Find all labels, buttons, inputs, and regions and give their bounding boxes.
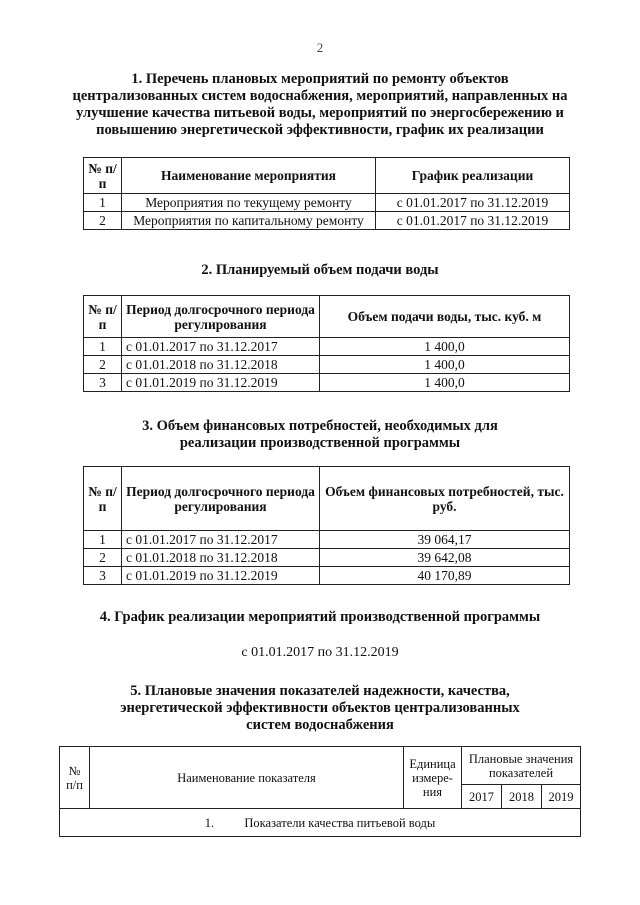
cell-period: с 01.01.2017 по 31.12.2017: [122, 531, 320, 549]
header-num: № п/п: [84, 467, 122, 531]
header-financial-needs: Объем финансовых потребностей, тыс. руб.: [320, 467, 570, 531]
header-water-volume: Объем подачи воды, тыс. куб. м: [320, 296, 570, 338]
section5-title-line: энергетической эффективности объектов централизованных: [120, 700, 520, 716]
cell-period: с 01.01.2019 по 31.12.2019: [122, 567, 320, 585]
cell-num: 2: [84, 356, 122, 374]
section5-title-line: систем водоснабжения: [246, 717, 394, 733]
group-label: Показатели качества питьевой воды: [244, 815, 436, 830]
section3-title: [60, 418, 580, 452]
table-row: [84, 567, 570, 585]
table-row: [60, 809, 581, 837]
header-measure-name: Наименование мероприятия: [122, 158, 376, 194]
cell-measure-name: Мероприятия по текущему ремонту: [122, 194, 376, 212]
header-year: 2017: [462, 785, 502, 809]
cell-value: 1 400,0: [320, 374, 570, 392]
cell-value: 1 400,0: [320, 338, 570, 356]
section5-table: [59, 746, 581, 837]
header-num: № п/п: [84, 296, 122, 338]
cell-schedule: с 01.01.2017 по 31.12.2019: [376, 212, 570, 230]
section3-title-line: 3. Объем финансовых потребностей, необходимых для: [142, 418, 498, 434]
header-year: 2018: [502, 785, 542, 809]
cell-period: с 01.01.2019 по 31.12.2019: [122, 374, 320, 392]
section1-title-line: 1. Перечень плановых мероприятий по ремонту объектов: [131, 71, 509, 87]
table-row: [84, 531, 570, 549]
cell-num: 3: [84, 374, 122, 392]
table-row: [84, 374, 570, 392]
cell-value: 40 170,89: [320, 567, 570, 585]
section4-period: с 01.01.2017 по 31.12.2019: [241, 645, 399, 660]
header-period: Период долгосрочного периода регулирования: [122, 467, 320, 531]
page-number: 2: [316, 40, 324, 55]
section5-title: [60, 683, 580, 734]
table-row: [84, 338, 570, 356]
cell-period: с 01.01.2018 по 31.12.2018: [122, 356, 320, 374]
header-period: Период долгосрочного периода регулирования: [122, 296, 320, 338]
cell-value: 39 642,08: [320, 549, 570, 567]
section1-title-line: повышению энергетической эффективности, график их реализации: [96, 122, 544, 138]
cell-measure-name: Мероприятия по капитальному ремонту: [122, 212, 376, 230]
cell-period: с 01.01.2018 по 31.12.2018: [122, 549, 320, 567]
header-num: № п/п: [84, 158, 122, 194]
cell-num: 3: [84, 567, 122, 585]
cell-value: 1 400,0: [320, 356, 570, 374]
section5-title-line: 5. Плановые значения показателей надежности, качества,: [130, 683, 510, 699]
section1-table: [83, 157, 570, 230]
table-row: [84, 194, 570, 212]
header-year: 2019: [542, 785, 581, 809]
header-unit: Единица измере-ния: [404, 747, 462, 809]
table-row: [84, 356, 570, 374]
group-row: [60, 809, 581, 837]
header-planned-values: Плановые значения показателей: [462, 747, 581, 785]
cell-num: 2: [84, 212, 122, 230]
section4-title: 4. График реализации мероприятий производственной программы: [99, 609, 541, 625]
section1-title-line: централизованных систем водоснабжения, мероприятий, направленных на: [72, 88, 568, 104]
cell-num: 1: [84, 194, 122, 212]
section1-title: [60, 71, 580, 139]
cell-num: 2: [84, 549, 122, 567]
table-row: [84, 549, 570, 567]
cell-num: 1: [84, 338, 122, 356]
table-row: [84, 212, 570, 230]
group-num: 1.: [204, 815, 215, 830]
section2-table: [83, 295, 570, 392]
section3-table: [83, 466, 570, 585]
section2-title: 2. Планируемый объем подачи воды: [201, 262, 439, 278]
header-schedule: График реализации: [376, 158, 570, 194]
cell-num: 1: [84, 531, 122, 549]
cell-schedule: с 01.01.2017 по 31.12.2019: [376, 194, 570, 212]
section1-title-line: улучшение качества питьевой воды, мероприятий по энергосбережению и: [76, 105, 564, 121]
cell-period: с 01.01.2017 по 31.12.2017: [122, 338, 320, 356]
section3-title-line: реализации производственной программы: [179, 435, 461, 451]
header-indicator-name: Наименование показателя: [90, 747, 404, 809]
cell-value: 39 064,17: [320, 531, 570, 549]
header-num: № п/п: [60, 747, 90, 809]
